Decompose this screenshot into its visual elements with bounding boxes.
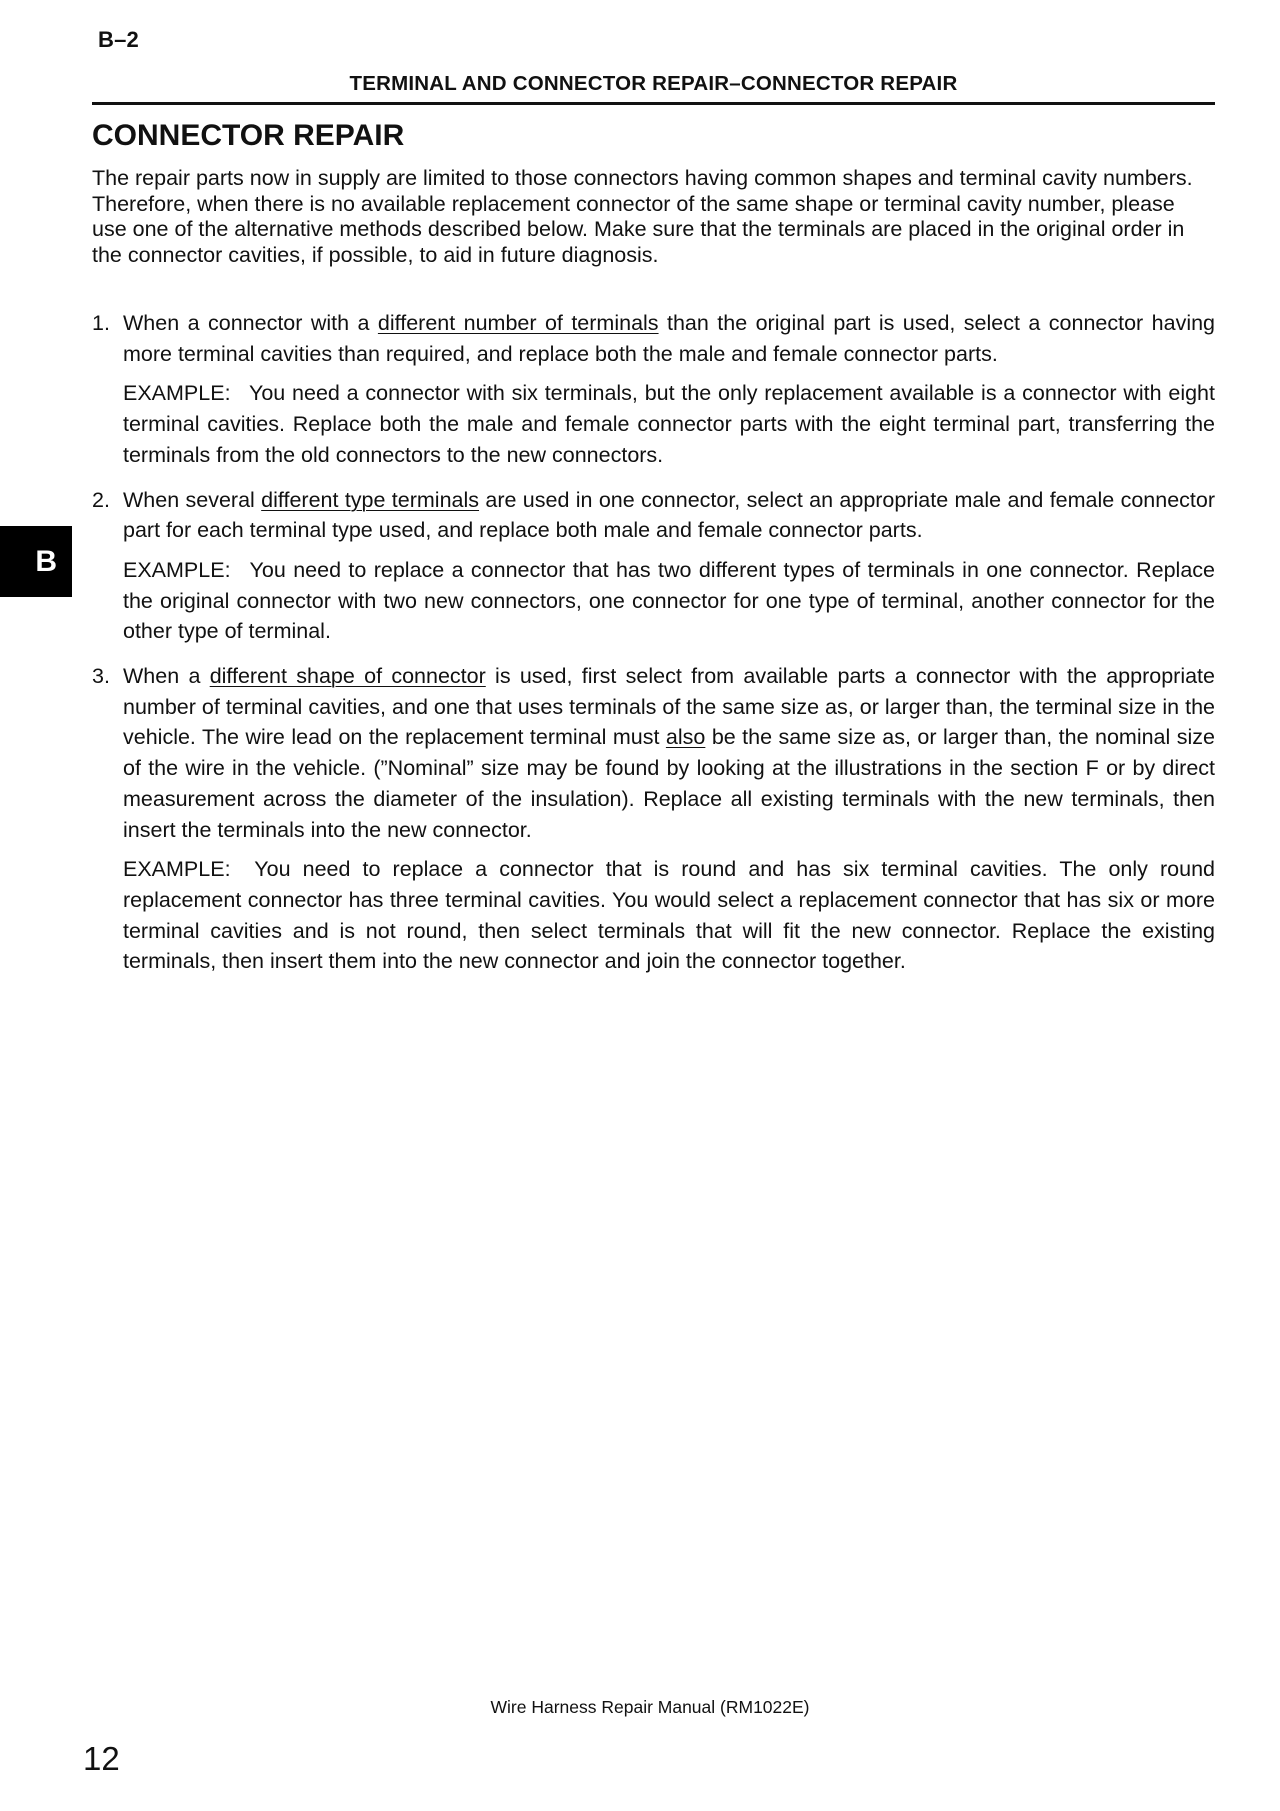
header-rule	[92, 102, 1215, 105]
step-number: 1.	[92, 311, 110, 335]
step-text-part: are used in one connector, select an appropriate male and female connector part for each terminal type used, and replace both male and female connector parts.	[123, 487, 1215, 543]
step-text	[123, 485, 1215, 546]
step-text	[123, 308, 1215, 369]
step-underlined-phrase: different type terminals	[261, 487, 480, 512]
step-text	[123, 661, 1215, 845]
section-tab-label: B	[35, 544, 57, 578]
step-example	[123, 854, 1215, 977]
step-item	[92, 485, 1215, 648]
page-number: 12	[83, 1740, 120, 1777]
step-item	[92, 308, 1215, 471]
example-label: EXAMPLE:	[123, 857, 231, 882]
example-label: EXAMPLE:	[123, 381, 231, 406]
section-code: B–2	[98, 27, 139, 52]
running-header: TERMINAL AND CONNECTOR REPAIR–CONNECTOR REPAIR	[349, 72, 958, 95]
step-text-part: be the same size as, or larger than, the nominal size of the wire in the vehicle. (”Nominal” size may be found by looking at the illustrations in the section F or by direct measurement across the diameter of the insulation). Replace all existing terminals with the new terminals, then insert the terminals into the new connector.	[123, 725, 1215, 842]
step-text-part: When several	[123, 487, 262, 512]
step-text-part: is used, first select from available parts a connector with the appropriate number of terminal cavities, and one that uses terminals of the same size as, or larger than, the terminal size in the vehicle. The wire lead on the replacement terminal must	[123, 664, 1215, 750]
steps-list	[92, 308, 1215, 991]
step-item	[92, 661, 1215, 977]
step-text-part: When a connector with a	[123, 311, 378, 335]
step-underlined-phrase: different number of terminals	[377, 311, 659, 335]
step-text-part: than the original part is used, select a connector having more terminal cavities than required, and replace both the male and female connector parts.	[123, 311, 1216, 366]
example-label: EXAMPLE:	[123, 557, 231, 582]
example-text: You need to replace a connector that has two different types of terminals in one connector. Replace the original connector with two new connectors, one connector for one type of terminal, another connector for the other type of terminal.	[123, 557, 1215, 644]
step-text-part: When a	[123, 664, 210, 689]
example-text: You need a connector with six terminals, but the only replacement available is a connector with eight terminal cavities. Replace both the male and female connector parts with the eight terminal part, transferring the terminals from the old connectors to the new connectors.	[123, 381, 1215, 467]
step-number: 3.	[92, 664, 110, 689]
example-text: You need to replace a connector that is round and has six terminal cavities. The only round replacement connector has three terminal cavities. You would select a replacement connector that has six or more terminal cavities and is not round, then select terminals that will fit the new connector. Replace the existing terminals, then insert them into the new connector and join the connector together.	[123, 857, 1215, 974]
section-tab	[0, 526, 72, 597]
step-example	[123, 555, 1215, 647]
page-title: CONNECTOR REPAIR	[92, 119, 405, 152]
step-example	[123, 378, 1215, 470]
footer-manual-title: Wire Harness Repair Manual (RM1022E)	[490, 1697, 810, 1717]
step-number: 2.	[92, 487, 110, 512]
step-underlined-phrase: different shape of connector	[209, 664, 486, 689]
step-underlined-word: also	[665, 725, 706, 750]
intro-paragraph: The repair parts now in supply are limited to those connectors having common shapes and terminal cavity numbers. Therefore, when there is no available replacement connector of the same shape or terminal cavity number, please use one of the alternative methods described below. Make sure that the terminals are placed in the original order in the connector cavities, if possible, to aid in future diagnosis.	[92, 166, 1193, 267]
